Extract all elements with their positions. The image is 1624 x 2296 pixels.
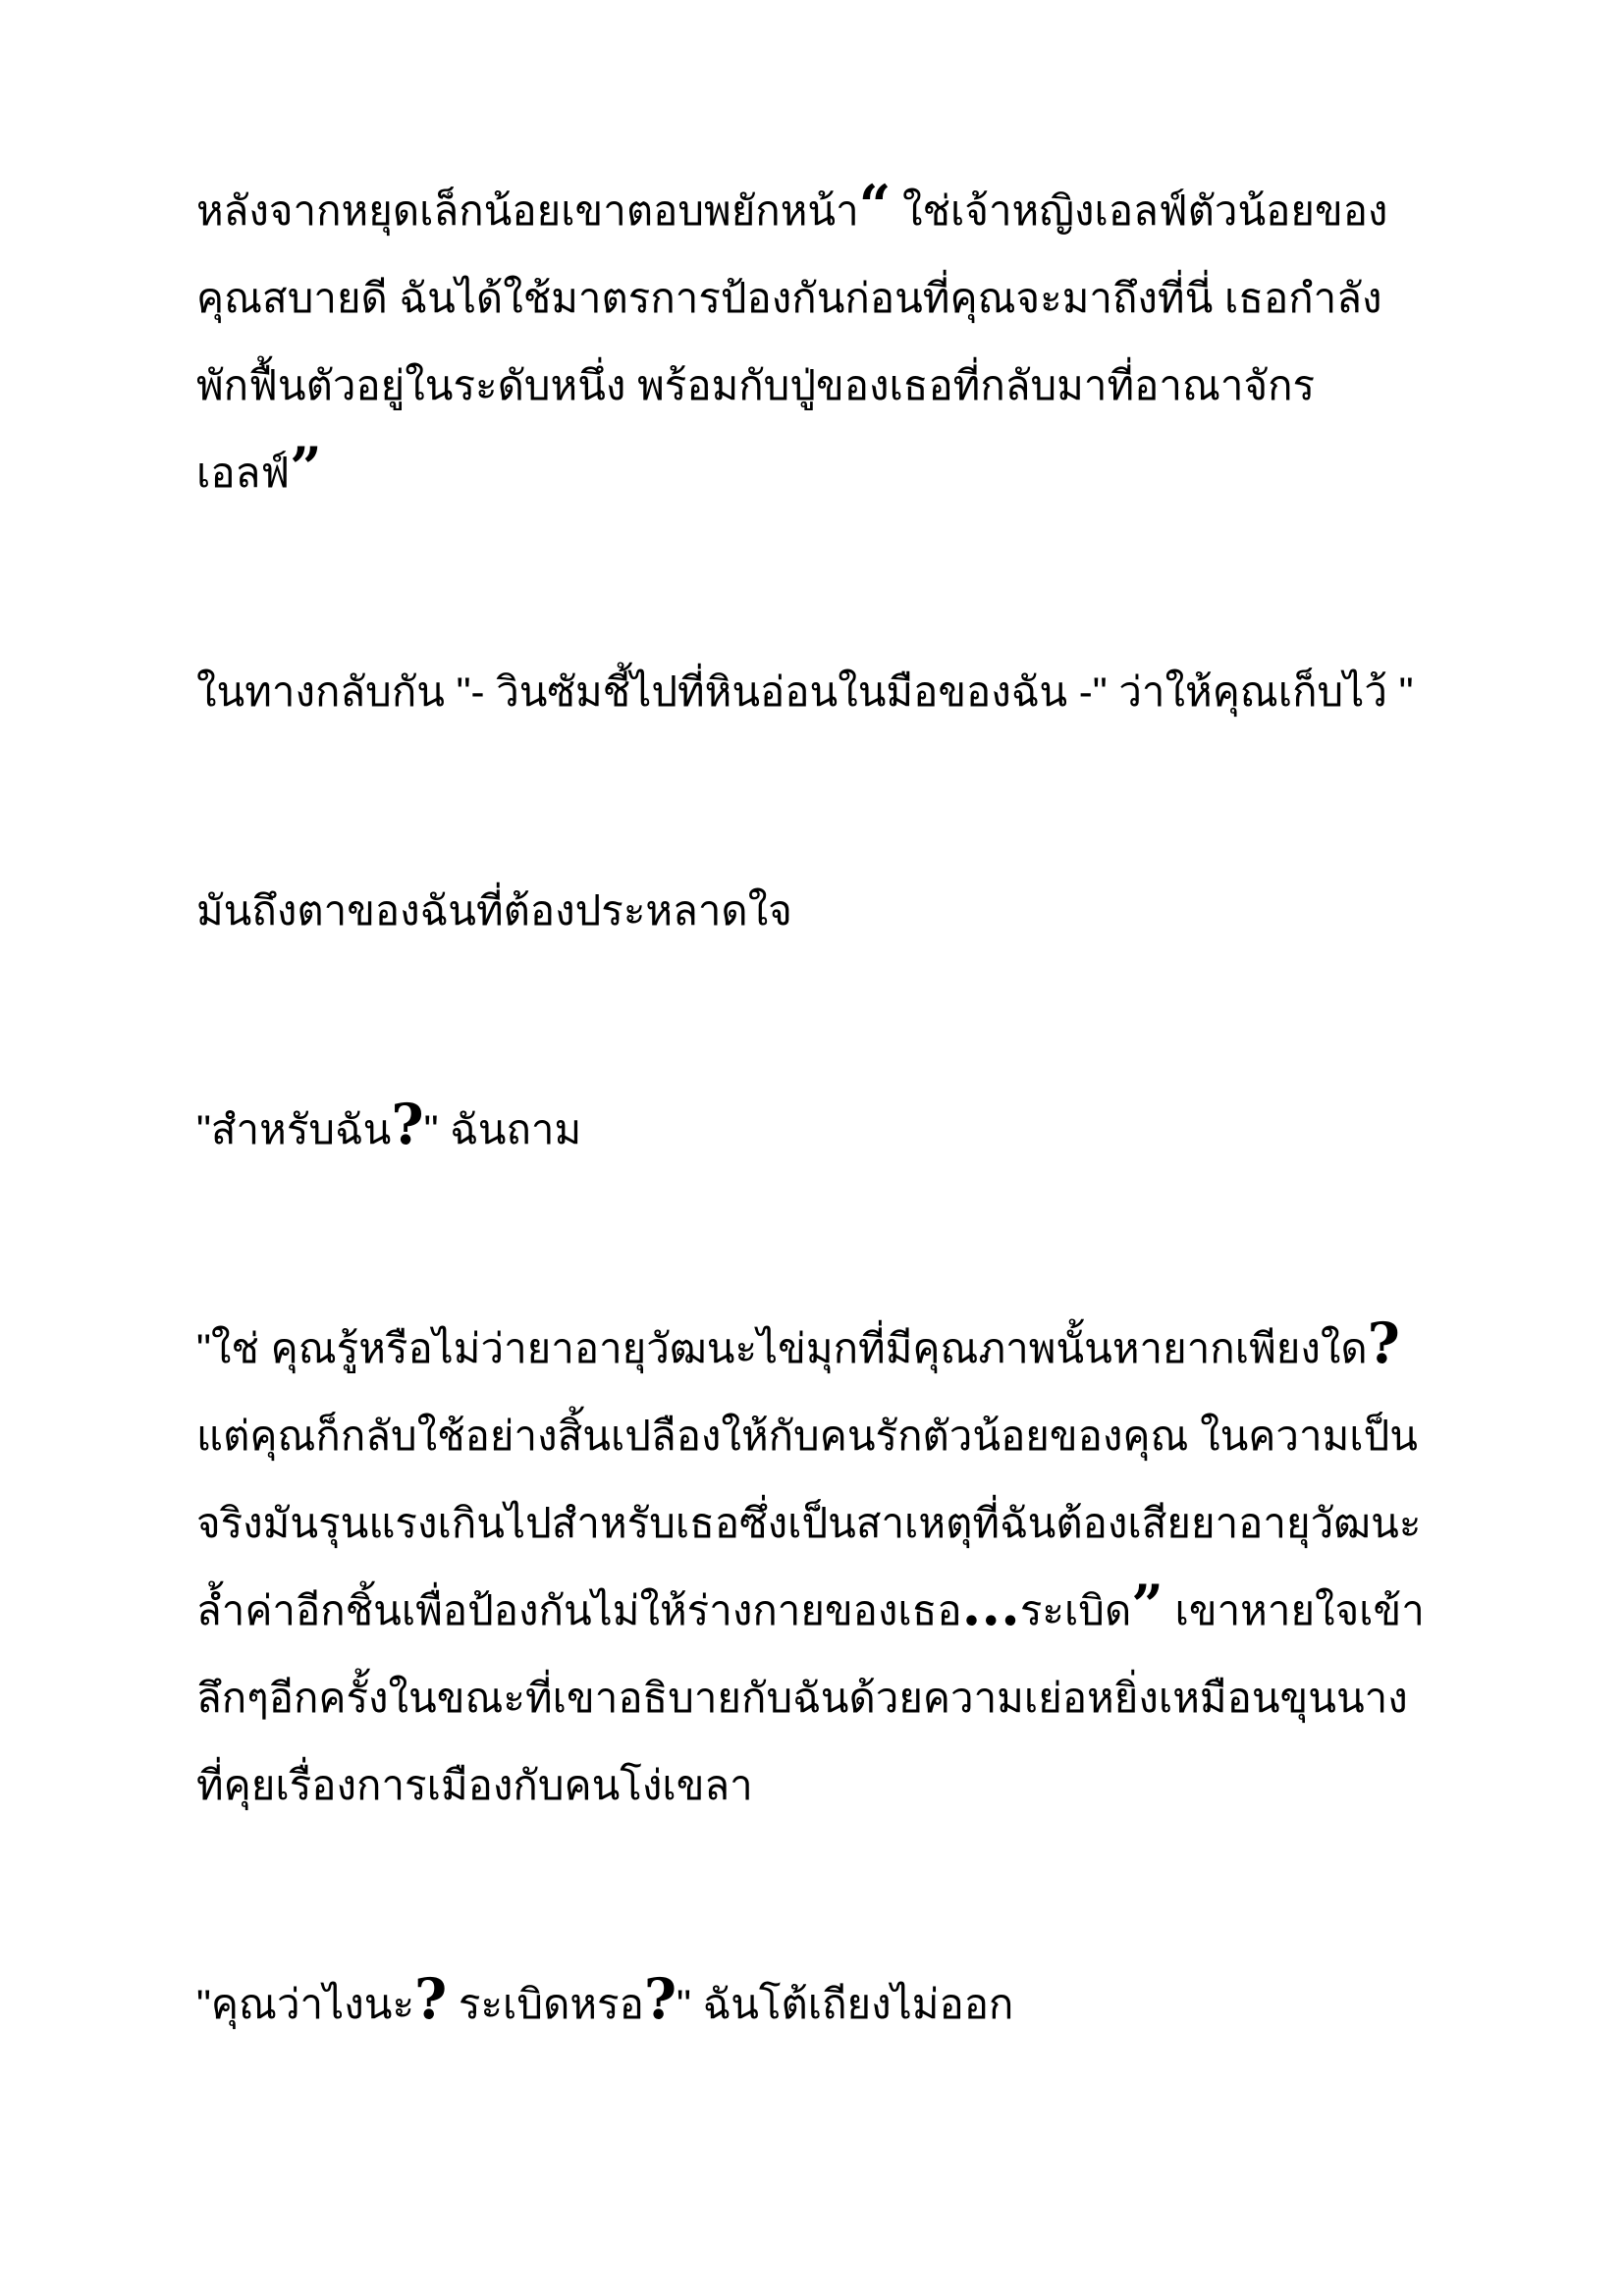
text-run: "สำหรับฉัน (196, 1106, 392, 1152)
text-run: ในทางกลับกัน "- วินซัมชี้ไปที่หินอ่อนในมือของฉัน -" ว่าให้คุณเก็บไว้ " (196, 668, 1414, 715)
text-run: " ฉันโต้เถียงไม่ออก (677, 1981, 1014, 2027)
fallback-glyph: ... (961, 1574, 1020, 1638)
fallback-glyph: ” (1131, 1574, 1164, 1638)
paragraph (196, 648, 1428, 735)
text-run: "คุณว่าไงนะ (196, 1981, 415, 2027)
paragraph (196, 1960, 1428, 2048)
paragraph (196, 867, 1428, 954)
text-run: ระเบิดหรอ (447, 1981, 644, 2027)
text-run: " ฉันถาม (423, 1106, 582, 1152)
paragraph (196, 167, 1428, 516)
text-run: แต่คุณก็กลับใช้อย่างสิ้นเปลืองให้กับคนรักตัวน้อยของคุณ ในความเป็นจริงมันรุนแรงเกินไปสำหรับเธอซึ่งเป็นสาเหตุที่ฉันต้องเสียยาอายุวัฒนะล้ำค่าอีกชิ้นเพื่อป้องกันไม่ให้ร่างกายของเธอ (196, 1413, 1422, 1633)
fallback-glyph: ? (414, 1967, 448, 2032)
text-run: มันถึงตาของฉันที่ต้องประหลาดใจ (196, 887, 792, 934)
fallback-glyph: ? (1367, 1311, 1400, 1376)
fallback-glyph: ? (391, 1093, 424, 1157)
fallback-glyph: “ (858, 174, 892, 239)
text-run: หลังจากหยุดเล็กน้อยเขาตอบพยักหน้า (196, 187, 859, 234)
text-run: ใช่เจ้าหญิงเอลฟ์ตัวน้อยของคุณสบายดี ฉันได้ใช้มาตรการป้องกันก่อนที่คุณจะมาถึงที่นี่ เธอกำลังพักฟื้นตัวอยู่ในระดับหนึ่ง พร้อมกับปู่ของเธอที่กลับมาที่อาณาจักรเอลฟ์ (196, 187, 1388, 496)
fallback-glyph: ” (290, 436, 322, 501)
paragraph (196, 1305, 1428, 1829)
fallback-glyph: ? (643, 1967, 677, 2032)
text-run: เขาหายใจเข้าลึกๆอีกครั้งในขณะที่เขาอธิบายกับฉันด้วยความเย่อหยิ่งเหมือนขุนนางที่คุยเรื่องการเมืองกับคนโง่เขลา (196, 1587, 1425, 1808)
paragraph (196, 1086, 1428, 1173)
text-run: "ใช่ คุณรู้หรือไม่ว่ายาอายุวัฒนะไข่มุกที่มีคุณภาพนั้นหายากเพียงใด (196, 1325, 1368, 1371)
text-run: ระเบิด (1019, 1587, 1132, 1633)
